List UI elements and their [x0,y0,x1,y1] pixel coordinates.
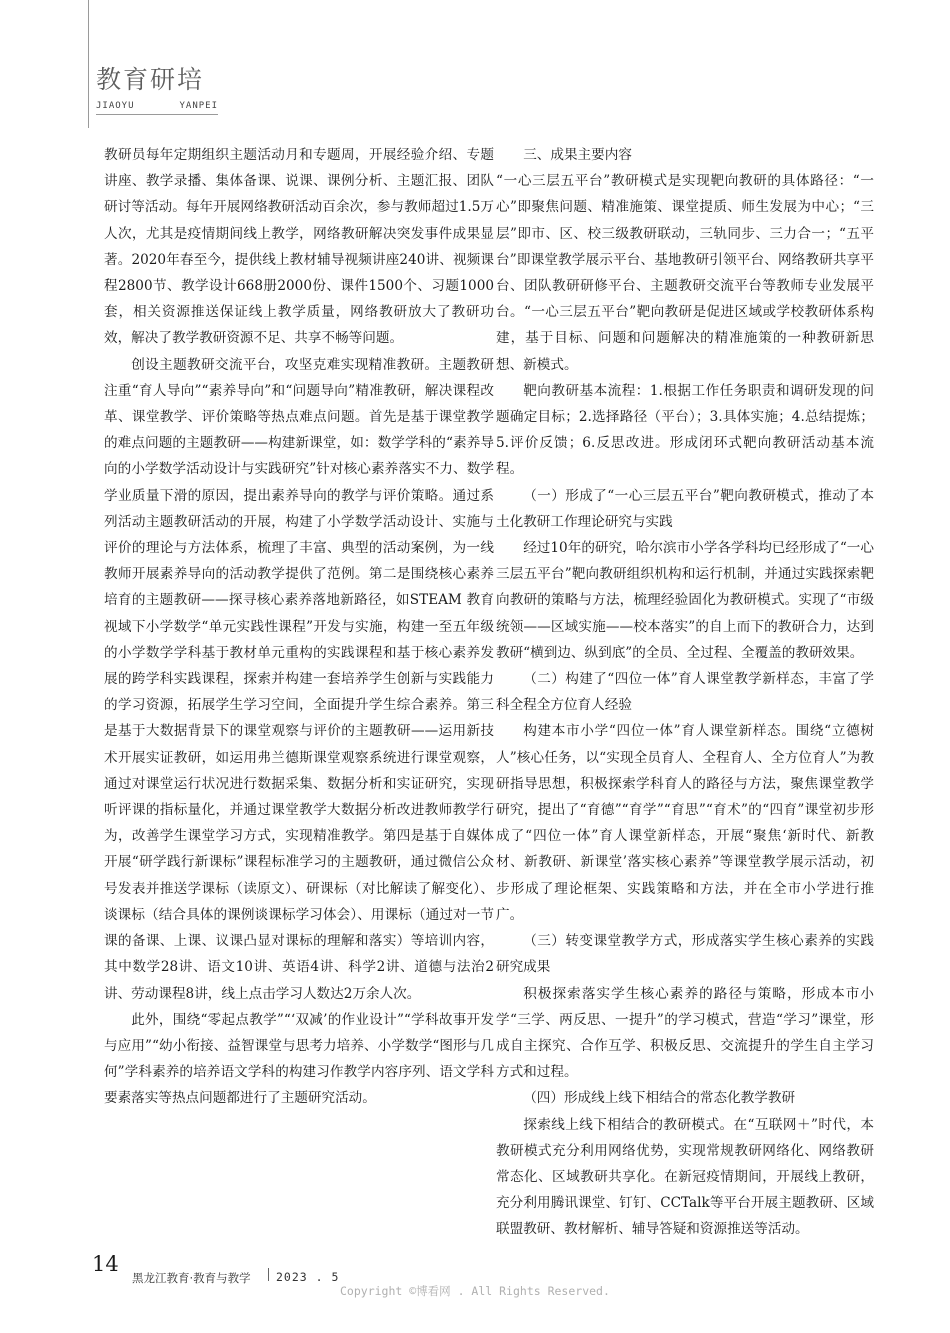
subheading: （二）构建了“四位一体”育人课堂教学新样态，丰富了学科全程全方位育人经验 [496,671,874,714]
subheading: （三）转变课堂教学方式，形成落实学生核心素养的实践研究成果 [496,933,874,976]
paragraph: 教研员每年定期组织主题活动月和专题周，开展经验介绍、专题讲座、教学录播、集体备课、说课、课例分析、主题汇报、团队研讨等活动。每年开展网络教研活动百余次，参与教师超过1.5万人次，尤其是疫情期间线上教学，网络教研解决突发事件成果显著。2020年春至今，提供线上教材辅导视频讲座240讲、视频课程2800节、教学设计668册2000份、课件1500个、习题1000套，相关资源推送保证线上教学质量，网络教研放大了教研功效，解决了教学教研资源不足、共享不畅等问题。 [104,147,494,347]
subheading: （四）形成线上线下相结合的常态化教学教研 [523,1090,796,1107]
paragraph: 此外，围绕“零起点教学”“‘双减’的作业设计”“学科故事开发与应用”“幼小衔接、益智课堂与思考力培养、小学数学“图形与几何”学科素养的培养语文学科的构建习作教学内容序列、语文学科要素落实等热点问题都进行了主题研究活动。 [104,1011,494,1107]
right-column [496,142,874,1243]
copyright-notice: Copyright ©博看网 . All Rights Reserved. [340,1284,610,1298]
paragraph: 创设主题教研交流平台，攻坚克难实现精准教研。主题教研注重“育人导向”“素养导向”和“问题导向”精准教研，解决课程改革、课堂教学、评价策略等热点难点问题。首先是基于课堂教学的难点问题的主题教研——构建新课堂，如：数学学科的“素养导向的小学数学活动设计与实践研究”针对核心素养落实不力、数学学业质量下滑的原因，提出素养导向的教学与评价策略。通过系列活动主题教研活动的开展，构建了小学数学活动设计、实施与评价的理论与方法体系，梳理了丰富、典型的活动案例，为一线教师开展素养导向的活动教学提供了范例。第二是围绕核心素养培育的主题教研——探寻核心素养落地新路径，如STEAM 教育视域下小学数学“单元实践性课程”开发与实施，构建一至五年级的小学数学学科基于教材单元重构的实践课程和基于核心素养发展的跨学科实践课程，探索并构建一套培养学生创新与实践能力的学习资源，拓展学生学习空间，全面提升学生综合素养。第三是基于大数据背景下的课堂观察与评价的主题教研——运用新技术开展实证教研，如运用弗兰德斯课堂观察系统进行课堂观察，通过对课堂运行状况进行数据采集、数据分析和实证研究，实现听评课的指标量化，并通过课堂教学大数据分析改进教师教学行为，改善学生课堂学习方式，实现精准教学。第四是基于自媒体开展“研学践行新课标”课程标准学习的主题教研，通过微信公众号发表并推送学课标（读原文）、研课标（对比解读了解变化）、谈课标（结合具体的课例谈课标学习体会）、用课标（通过对一节课的备课、上课、议课凸显对课标的理解和落实）等培训内容，其中数学28讲、语文10讲、英语4讲、科学2讲、道德与法治2讲、劳动课程8讲，线上点击学习人数达2万余人次。 [104,356,494,1002]
footer-separator [268,1268,269,1281]
section-title: 教育研培 [96,65,205,94]
journal-name: 黑龙江教育·教育与教学 [132,1271,251,1285]
paragraph: 积极探索落实学生核心素养的路径与策略，形成本市小学“三学、两反思、一提升”的学习模式，营造“学习”课堂，形成自主探究、合作互学、积极反思、交流提升的学生自主学习方式和过程。 [496,985,874,1081]
left-column [104,142,494,1112]
header-underline [96,114,218,115]
page-number: 14 [92,1252,119,1276]
paragraph: 构建本市小学“四位一体”育人课堂新样态。围绕“立德树人”核心任务，以“实现全员育人、全程育人、全方位育人”为教研指导思想，积极探索学科育人的路径与方法，聚焦课堂教学研究，提出了“育德”“育学”“育思”“育术”的“四育”课堂初步形成了“四位一体”育人课堂新样态，开展“聚焦‘新时代、新教材、新教研、新课堂’落实核心素养”等课堂教学展示活动，初步形成了理论框架、实践策略和方法，并在全市小学进行推广。 [496,723,874,923]
section-heading: 三、成果主要内容 [523,147,632,163]
issue-number: 2023 . 5 [276,1270,340,1284]
paragraph: 靶向教研基本流程：1.根据工作任务职责和调研发现的问题确定目标；2.选择路径（平台）；3.具体实施；4.总结提炼；5.评价反馈；6.反思改进。形成闭环式靶向教研活动基本流程。 [496,382,874,478]
header-vertical-rule [88,0,89,128]
subheading: （一）形成了“一心三层五平台”靶向教研模式，推动了本土化教研工作理论研究与实践 [496,487,874,530]
pinyin-left: JIAOYU [96,101,135,111]
paragraph: 经过10年的研究，哈尔滨市小学各学科均已经形成了“一心三层五平台”靶向教研组织机构和运行机制，并通过实践探索靶向教研的策略与方法，梳理经验固化为教研模式。实现了“市级统领——区域实施——校本落实”的自上而下的教研合力，达到教研“横到边、纵到底”的全员、全过程、全覆盖的教研效果。 [496,540,874,661]
section-pinyin [96,101,218,111]
paragraph: “一心三层五平台”教研模式是实现靶向教研的具体路径：“一心”即聚焦问题、精准施策、课堂提质、师生发展为中心；“三层”即市、区、校三级教研联动，三轨同步、三力合一；“五平台”即课堂教学展示平台、基地教研引领平台、网络教研共享平台、团队教研研修平台、主题教研交流平台等教师专业发展平台。“一心三层五平台”靶向教研是促进区域或学校教研体系构建，基于目标、问题和问题解决的精准施策的一种教研新思想、新模式。 [496,173,874,373]
paragraph: 探索线上线下相结合的教研模式。在“互联网＋”时代，本教研模式充分利用网络优势，实现常规教研网络化、网络教研常态化、区域教研共享化。在新冠疫情期间，开展线上教研，充分利用腾讯课堂、钉钉、CCTalk等平台开展主题教研、区域联盟教研、教材解析、辅导答疑和资源推送等活动。 [496,1116,874,1238]
pinyin-right: YANPEI [179,101,218,111]
